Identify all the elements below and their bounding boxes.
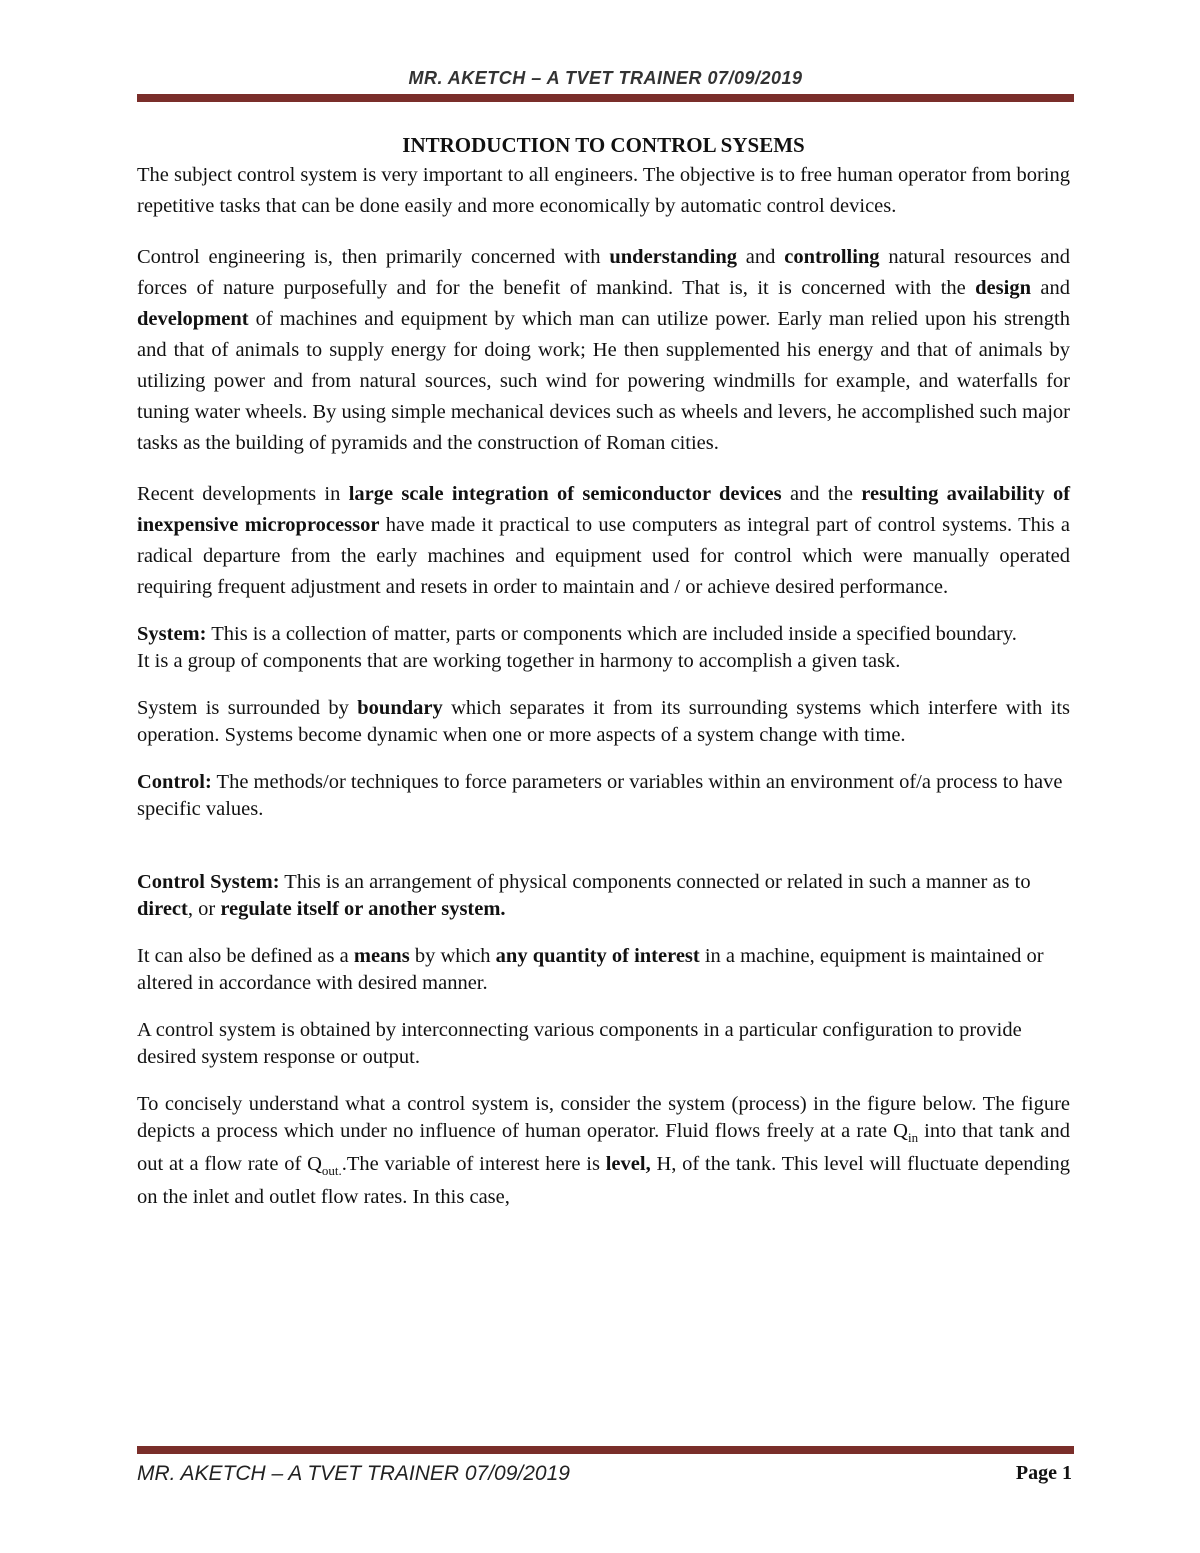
header-rule	[137, 94, 1074, 102]
paragraph-intro: The subject control system is very important to all engineers. The objective is to free human operator from boring repetitive tasks that can be done easily and more economically by automatic control devices.	[137, 164, 1070, 217]
definition-control-system: Control System: This is an arrangement of physical components connected or related in such a manner as to direct, or regulate itself or another system.	[137, 871, 1031, 920]
document-title: INTRODUCTION TO CONTROL SYSEMS	[402, 133, 805, 157]
paragraph-recent-developments: Recent developments in large scale integration of semiconductor devices and the resulting availability of inexpensive microprocessor have made it practical to use computers as integral part of control systems. This a radical departure from the early machines and equipment used for control which were manually operated requiring frequent adjustment and resets in order to maintain and / or achieve desired performance.	[137, 483, 1071, 598]
definition-system: System: This is a collection of matter, parts or components which are included inside a specified boundary. It is a group of components that are working together in harmony to accomplish a given task.	[137, 623, 1017, 672]
footer-author: MR. AKETCH – A TVET TRAINER 07/09/2019	[137, 1462, 570, 1485]
paragraph-obtained: A control system is obtained by interconnecting various components in a particular configuration to provide desired system response or output.	[137, 1019, 1022, 1068]
definition-control: Control: The methods/or techniques to force parameters or variables within an environment of/a process to have specific values.	[137, 771, 1063, 820]
paragraph-control-engineering: Control engineering is, then primarily concerned with understanding and controlling natural resources and forces of nature purposefully and for the benefit of mankind. That is, it is concerned with the design and development of machines and equipment by which man can utilize power. Early man relied upon his strength and that of animals to supply energy for doing work; He then supplemented his energy and that of animals by utilizing power and from natural sources, such wind for powering windmills for example, and waterfalls for tuning water wheels. By using simple mechanical devices such as wheels and levers, he accomplished such major tasks as the building of pyramids and the construction of Roman cities.	[137, 246, 1071, 454]
paragraph-boundary: System is surrounded by boundary which separates it from its surrounding systems which interfere with its operation. Systems become dynamic when one or more aspects of a system change with time.	[137, 697, 1070, 746]
page-header: MR. AKETCH – A TVET TRAINER 07/09/2019	[408, 68, 803, 88]
paragraph-also-defined: It can also be defined as a means by which any quantity of interest in a machine, equipment is maintained or altered in accordance with desired manner.	[137, 945, 1044, 994]
page-number: Page 1	[1015, 1462, 1072, 1484]
paragraph-concise: To concisely understand what a control system is, consider the system (process) in the figure below. The figure depicts a process which under no influence of human operator. Fluid flows freely at a rate $Q_{in}$ into that tank and out at a flow rate of $Q_{out.}.The$ variable of interest here is level, H, of the tank. This level will fluctuate depending on the inlet and outlet flow rates. In this case,	[137, 1093, 1070, 1209]
document-body	[137, 130, 1070, 1211]
footer-rule	[137, 1446, 1074, 1454]
